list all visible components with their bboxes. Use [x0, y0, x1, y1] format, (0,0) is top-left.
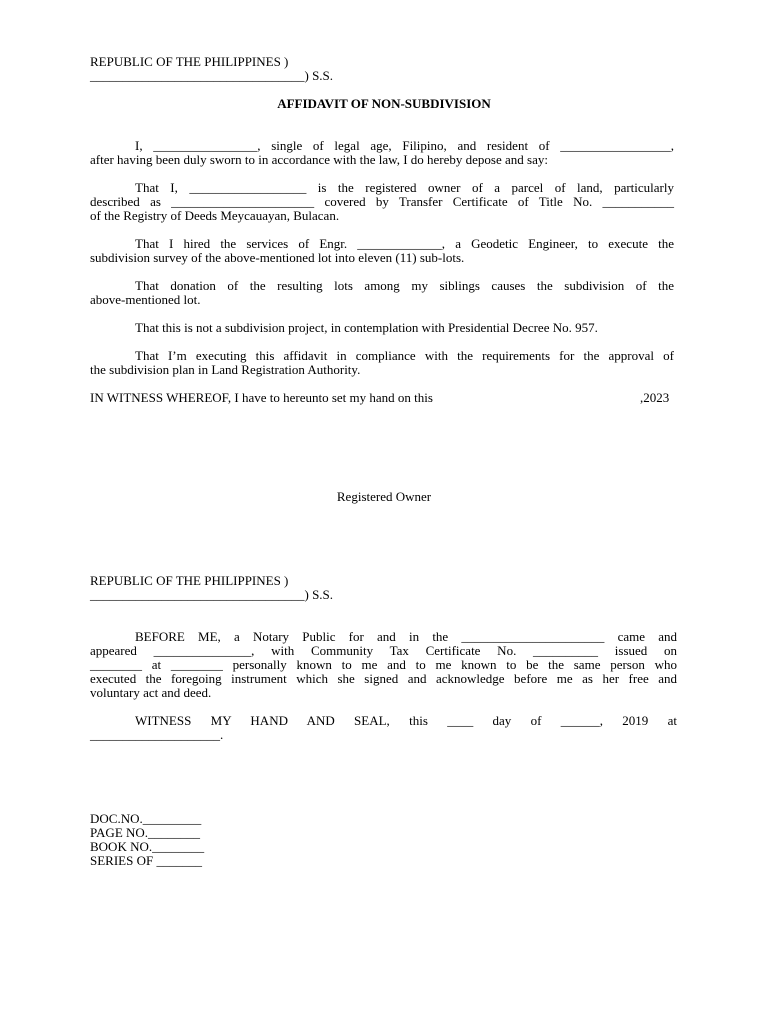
notary-line-4: executed the foregoing instrument which she signed and acknowledge before me as her free and — [90, 671, 677, 686]
notary-line-3: ________ at ________ personally known to me and to me known to be the same person who — [90, 657, 677, 672]
header-republic-line-2: REPUBLIC OF THE PHILIPPINES ) — [90, 573, 289, 588]
paragraph-decree: That this is not a subdivision project, in contemplation with Presidential Decree No. 957. — [135, 320, 598, 335]
intro-line-2: after having been duly sworn to in accordance with the law, I do hereby depose and say: — [90, 152, 548, 167]
page-no-field: PAGE NO.________ — [90, 825, 201, 840]
doc-no-field: DOC.NO._________ — [90, 811, 202, 826]
seal-line-1: WITNESS MY HAND AND SEAL, this ____ day of ______, 2019 at — [135, 713, 677, 728]
paragraph-engineer-line-2: subdivision survey of the above-mentioned lot into eleven (11) sub-lots. — [90, 250, 465, 265]
notary-line-5: voluntary act and deed. — [90, 685, 212, 700]
header-republic-line: REPUBLIC OF THE PHILIPPINES ) — [90, 54, 289, 69]
paragraph-owner-line-1: That I, __________________ is the registered owner of a parcel of land, particularly — [135, 180, 674, 195]
paragraph-compliance-line-1: That I’m executing this affidavit in compliance with the requirements for the approval of — [135, 348, 674, 363]
header-ss-line-2: _________________________________) S.S. — [90, 587, 334, 602]
paragraph-owner-line-2: described as ______________________ covered by Transfer Certificate of Title No. ___________ — [90, 194, 674, 209]
series-of-field: SERIES OF _______ — [90, 853, 202, 868]
book-no-field: BOOK NO.________ — [90, 839, 205, 854]
signature-label: Registered Owner — [336, 489, 432, 504]
paragraph-compliance-line-2: the subdivision plan in Land Registration Authority. — [90, 362, 361, 377]
witness-whereof-year: ,2023 — [640, 390, 670, 405]
notary-line-2: appeared _______________, with Community Tax Certificate No. __________ issued on — [90, 643, 677, 658]
paragraph-donation-line-1: That donation of the resulting lots among my siblings causes the subdivision of the — [135, 278, 674, 293]
header-ss-line: _________________________________) S.S. — [90, 68, 334, 83]
witness-whereof-text: IN WITNESS WHEREOF, I have to hereunto set my hand on this — [90, 390, 433, 405]
paragraph-owner-line-3: of the Registry of Deeds Meycauayan, Bulacan. — [90, 208, 340, 223]
page-title: AFFIDAVIT OF NON-SUBDIVISION — [277, 96, 491, 111]
seal-line-2: ____________________. — [90, 727, 224, 742]
intro-line-1: I, ________________, single of legal age, Filipino, and resident of _________________, — [135, 138, 674, 153]
notary-line-1: BEFORE ME, a Notary Public for and in the ______________________ came and — [135, 629, 677, 644]
paragraph-engineer-line-1: That I hired the services of Engr. _____________, a Geodetic Engineer, to execute the — [135, 236, 674, 251]
paragraph-donation-line-2: above-mentioned lot. — [90, 292, 201, 307]
